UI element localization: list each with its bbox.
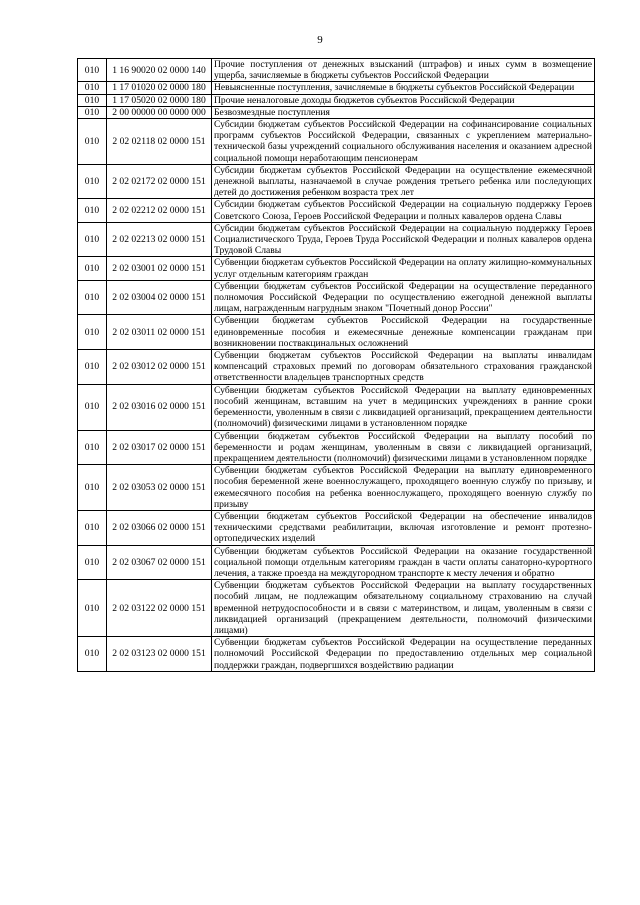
revenue-codes-table <box>77 58 595 672</box>
table-row <box>78 384 595 430</box>
table-row <box>78 82 595 94</box>
income-name-cell: Субвенции бюджетам субъектов Российской Федерации на выплату единовременного пособия беременной жене военнослужащего, проходящего военную службу по призыву, и ежемесячного пособия на ребенка военнослужащего, проходящего военную службу по призыву <box>212 465 595 511</box>
table-row <box>78 280 595 315</box>
table-row <box>78 199 595 222</box>
admin-code-cell: 010 <box>78 199 107 222</box>
income-name-cell: Субвенции бюджетам субъектов Российской Федерации на оплату жилищно-коммунальных услуг отдельным категориям граждан <box>212 257 595 280</box>
income-name-cell: Безвозмездные поступления <box>212 106 595 118</box>
admin-code-cell: 010 <box>78 465 107 511</box>
income-name-cell: Субвенции бюджетам субъектов Российской Федерации на обеспечение инвалидов техническими средствами реабилитации, включая изготовление и ремонт протезно-ортопедических изделий <box>212 510 595 545</box>
income-name-cell: Субвенции бюджетам субъектов Российской Федерации на оказание государственной социальной помощи отдельным категориям граждан в части оплаты санаторно-курортного лечения, а также проезда на междугородном транспорте к месту лечения и обратно <box>212 545 595 580</box>
table-body <box>78 59 595 672</box>
page-number: 9 <box>317 34 323 46</box>
budget-code-cell: 1 16 90020 02 0000 140 <box>107 59 212 82</box>
income-name-cell: Прочие неналоговые доходы бюджетов субъектов Российской Федерации <box>212 94 595 106</box>
budget-code-cell: 2 02 03001 02 0000 151 <box>107 257 212 280</box>
admin-code-cell: 010 <box>78 384 107 430</box>
admin-code-cell: 010 <box>78 580 107 637</box>
table-row <box>78 257 595 280</box>
admin-code-cell: 010 <box>78 82 107 94</box>
budget-code-cell: 1 17 05020 02 0000 180 <box>107 94 212 106</box>
income-name-cell: Субсидии бюджетам субъектов Российской Федерации на социальную поддержку Героев Социалистического Труда, Героев Труда Российской Федерации и полных кавалеров ордена Трудовой Славы <box>212 222 595 257</box>
table-row <box>78 545 595 580</box>
admin-code-cell: 010 <box>78 164 107 199</box>
income-name-cell: Субсидии бюджетам субъектов Российской Федерации на софинансирование социальных программ субъектов Российской Федерации, связанных с укреплением материально-технической базы учреждений социального обслуживания населения и оказанием адресной социальной помощи неработающим пенсионерам <box>212 119 595 165</box>
budget-code-cell: 1 17 01020 02 0000 180 <box>107 82 212 94</box>
income-name-cell: Субвенции бюджетам субъектов Российской Федерации на выплаты инвалидам компенсаций страховых премий по договорам обязательного страхования гражданской ответственности владельцев транспортных средств <box>212 350 595 385</box>
admin-code-cell: 010 <box>78 430 107 465</box>
table-row <box>78 222 595 257</box>
table-row <box>78 350 595 385</box>
admin-code-cell: 010 <box>78 545 107 580</box>
income-name-cell: Субвенции бюджетам субъектов Российской Федерации на осуществление переданного полномочия Российской Федерации по осуществлению ежегодной денежной выплаты лицам, награжденным нагрудным знаком "Почетный донор России" <box>212 280 595 315</box>
budget-code-cell: 2 02 03012 02 0000 151 <box>107 350 212 385</box>
table-row <box>78 465 595 511</box>
income-name-cell: Субсидии бюджетам субъектов Российской Федерации на социальную поддержку Героев Советского Союза, Героев Российской Федерации и полных кавалеров ордена Славы <box>212 199 595 222</box>
budget-code-cell: 2 02 03066 02 0000 151 <box>107 510 212 545</box>
table-row <box>78 59 595 82</box>
admin-code-cell: 010 <box>78 510 107 545</box>
income-name-cell: Субвенции бюджетам субъектов Российской Федерации на выплату пособий по беременности и родам женщинам, уволенным в связи с ликвидацией организаций, прекращением деятельности (полномочий) физическими лицами в установленном порядке <box>212 430 595 465</box>
budget-code-cell: 2 02 03123 02 0000 151 <box>107 637 212 672</box>
table-row <box>78 119 595 165</box>
budget-code-cell: 2 02 02172 02 0000 151 <box>107 164 212 199</box>
table-row <box>78 510 595 545</box>
table-row <box>78 106 595 118</box>
admin-code-cell: 010 <box>78 119 107 165</box>
budget-code-cell: 2 02 03016 02 0000 151 <box>107 384 212 430</box>
income-name-cell: Субвенции бюджетам субъектов Российской Федерации на государственные единовременные пособия и ежемесячные денежные компенсации гражданам при возникновении поствакцинальных осложнений <box>212 315 595 350</box>
budget-code-cell: 2 02 02118 02 0000 151 <box>107 119 212 165</box>
admin-code-cell: 010 <box>78 94 107 106</box>
admin-code-cell: 010 <box>78 315 107 350</box>
admin-code-cell: 010 <box>78 280 107 315</box>
admin-code-cell: 010 <box>78 637 107 672</box>
admin-code-cell: 010 <box>78 222 107 257</box>
table-row <box>78 164 595 199</box>
income-name-cell: Субвенции бюджетам субъектов Российской Федерации на выплату единовременных пособий женщинам, вставшим на учет в медицинских учреждениях в ранние сроки беременности, уволенным в связи с ликвидацией организаций, прекращением деятельности (полномочий) физическими лицами в установленном порядке <box>212 384 595 430</box>
budget-code-cell: 2 02 02212 02 0000 151 <box>107 199 212 222</box>
budget-code-cell: 2 02 03053 02 0000 151 <box>107 465 212 511</box>
budget-code-cell: 2 02 03067 02 0000 151 <box>107 545 212 580</box>
table-row <box>78 94 595 106</box>
income-name-cell: Субвенции бюджетам субъектов Российской Федерации на выплату государственных пособий лицам, не подлежащим обязательному социальному страхованию на случай временной нетрудоспособности и в связи с материнством, и лицам, уволенным в связи с ликвидацией организаций (прекращением деятельности, полномочий физическими лицами) <box>212 580 595 637</box>
budget-code-cell: 2 02 03122 02 0000 151 <box>107 580 212 637</box>
income-name-cell: Невыясненные поступления, зачисляемые в бюджеты субъектов Российской Федерации <box>212 82 595 94</box>
admin-code-cell: 010 <box>78 257 107 280</box>
admin-code-cell: 010 <box>78 106 107 118</box>
admin-code-cell: 010 <box>78 350 107 385</box>
table-row <box>78 580 595 637</box>
income-name-cell: Субвенции бюджетам субъектов Российской Федерации на осуществление переданных полномочий Российской Федерации по предоставлению отдельных мер социальной поддержки граждан, подвергшихся воздействию радиации <box>212 637 595 672</box>
table-row <box>78 430 595 465</box>
budget-code-cell: 2 02 03011 02 0000 151 <box>107 315 212 350</box>
income-name-cell: Прочие поступления от денежных взысканий (штрафов) и иных сумм в возмещение ущерба, зачисляемые в бюджеты субъектов Российской Федерации <box>212 59 595 82</box>
income-name-cell: Субсидии бюджетам субъектов Российской Федерации на осуществление ежемесячной денежной выплаты, назначаемой в случае рождения третьего ребенка или последующих детей до достижения ребенком возраста трех лет <box>212 164 595 199</box>
budget-code-cell: 2 02 03017 02 0000 151 <box>107 430 212 465</box>
budget-code-cell: 2 02 03004 02 0000 151 <box>107 280 212 315</box>
budget-code-cell: 2 02 02213 02 0000 151 <box>107 222 212 257</box>
admin-code-cell: 010 <box>78 59 107 82</box>
budget-code-cell: 2 00 00000 00 0000 000 <box>107 106 212 118</box>
table-row <box>78 637 595 672</box>
table-row <box>78 315 595 350</box>
